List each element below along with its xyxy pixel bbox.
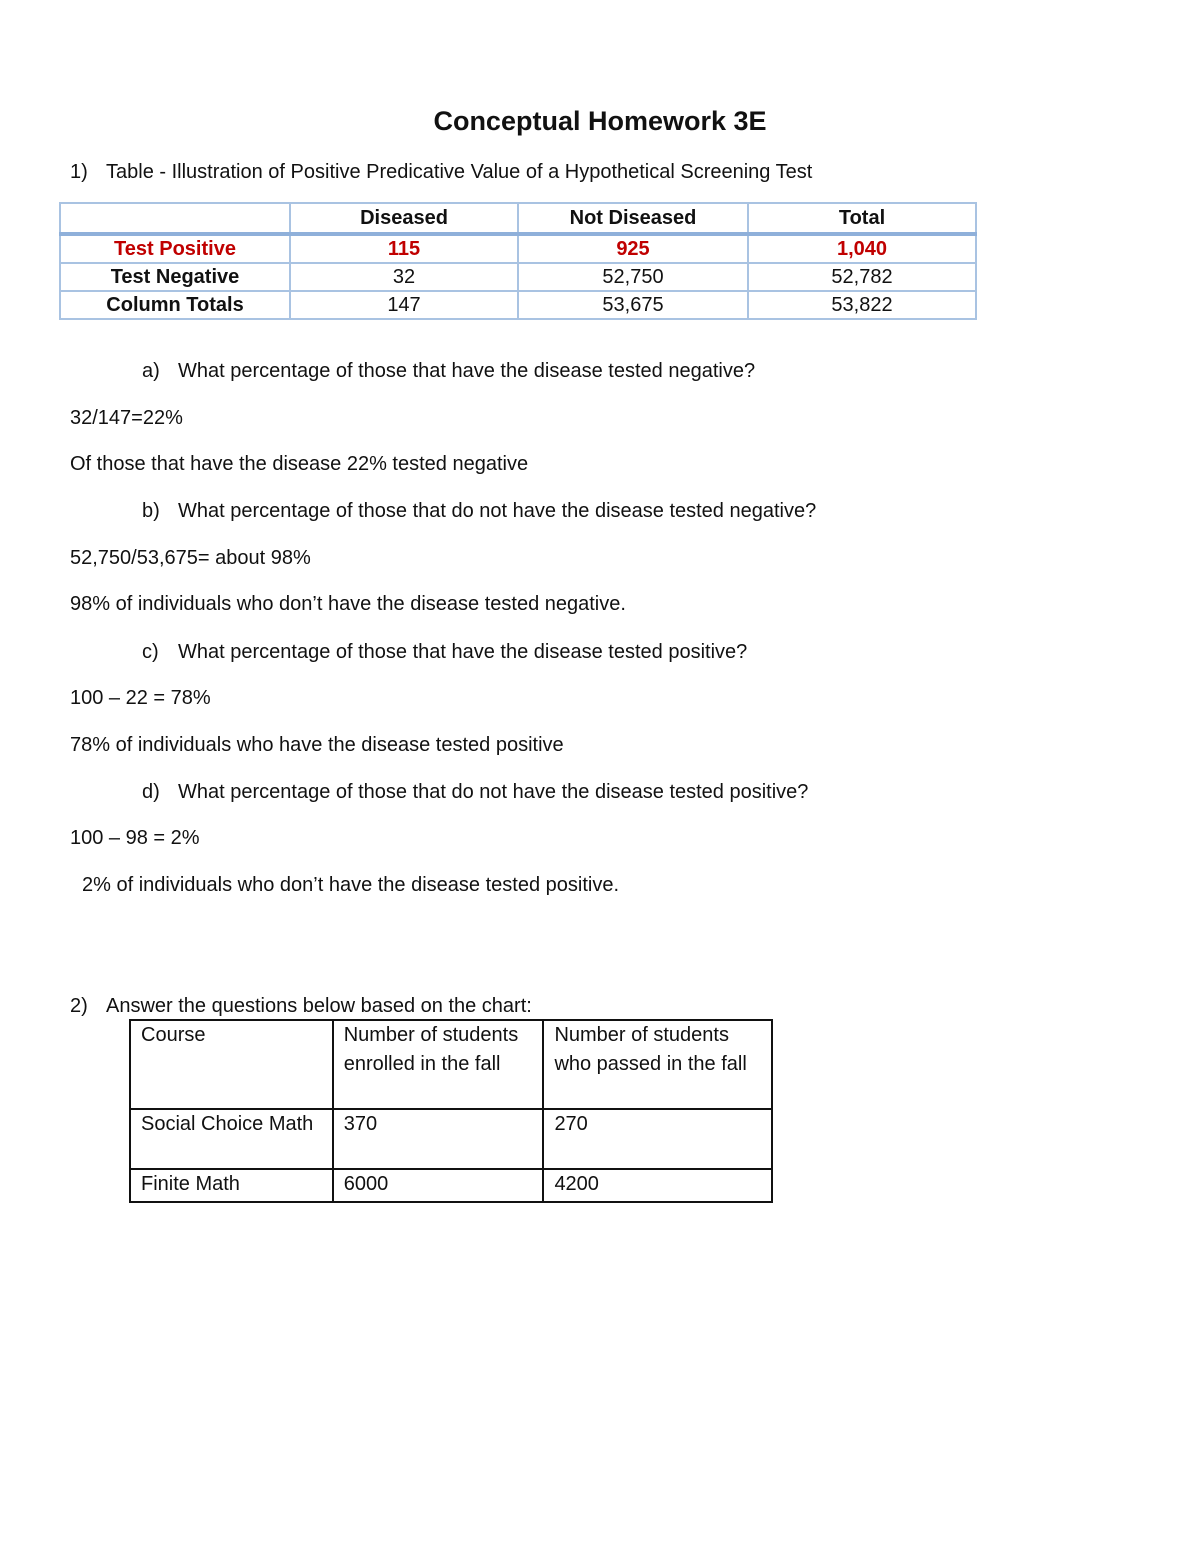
table-header-cell: Number of students enrolled in the fall bbox=[333, 1020, 544, 1109]
question-1-heading bbox=[70, 159, 812, 185]
row-label: Column Totals bbox=[60, 291, 290, 319]
table-cell: 6000 bbox=[333, 1169, 544, 1202]
question-1-number: 1) bbox=[70, 161, 88, 183]
part-c-letter: c) bbox=[142, 641, 159, 663]
table-cell: 270 bbox=[543, 1109, 772, 1169]
table-row bbox=[130, 1169, 772, 1202]
row-label: Test Negative bbox=[60, 263, 290, 291]
table-cell: 52,782 bbox=[748, 263, 976, 291]
table-cell: 147 bbox=[290, 291, 518, 319]
table-row bbox=[60, 291, 976, 319]
question-2-number: 2) bbox=[70, 995, 88, 1017]
question-2-heading bbox=[70, 993, 532, 1019]
question-1-caption: Table - Illustration of Positive Predicative Value of a Hypothetical Screening Test bbox=[106, 161, 813, 183]
table-header-cell bbox=[60, 203, 290, 234]
part-b-question bbox=[142, 498, 816, 524]
part-b-answer: 98% of individuals who don’t have the disease tested negative. bbox=[70, 593, 626, 615]
row-label: Test Positive bbox=[60, 234, 290, 263]
screening-test-table bbox=[59, 202, 977, 320]
course-name-cell: Finite Math bbox=[130, 1169, 333, 1202]
part-b-letter: b) bbox=[142, 500, 160, 522]
part-a-question bbox=[142, 358, 755, 384]
table-row bbox=[60, 263, 976, 291]
table-header-cell: Number of students who passed in the fall bbox=[543, 1020, 772, 1109]
part-a-work: 32/147=22% bbox=[70, 407, 183, 429]
table-cell: 32 bbox=[290, 263, 518, 291]
part-a-letter: a) bbox=[142, 360, 160, 382]
page-title: Conceptual Homework 3E bbox=[433, 106, 767, 136]
table-header-row bbox=[60, 203, 976, 234]
part-d-work: 100 – 98 = 2% bbox=[70, 827, 200, 849]
table-cell: 925 bbox=[518, 234, 748, 263]
course-pass-table bbox=[129, 1019, 773, 1203]
part-c-work: 100 – 22 = 78% bbox=[70, 687, 211, 709]
part-c-question bbox=[142, 639, 747, 665]
table-cell: 4200 bbox=[543, 1169, 772, 1202]
part-c-question-text: What percentage of those that have the disease tested positive? bbox=[178, 641, 748, 663]
table-cell: 53,675 bbox=[518, 291, 748, 319]
table-cell: 1,040 bbox=[748, 234, 976, 263]
part-c-answer: 78% of individuals who have the disease tested positive bbox=[70, 734, 564, 756]
part-d-letter: d) bbox=[142, 781, 160, 803]
table-header-row bbox=[130, 1020, 772, 1109]
table-header-cell: Total bbox=[748, 203, 976, 234]
part-b-work: 52,750/53,675= about 98% bbox=[70, 547, 311, 569]
table-row bbox=[60, 234, 976, 263]
part-d-answer: 2% of individuals who don’t have the disease tested positive. bbox=[82, 874, 620, 896]
table-header-cell: Diseased bbox=[290, 203, 518, 234]
part-d-question-text: What percentage of those that do not have the disease tested positive? bbox=[178, 781, 809, 803]
part-b-question-text: What percentage of those that do not have the disease tested negative? bbox=[178, 500, 817, 522]
question-2-prompt: Answer the questions below based on the chart: bbox=[106, 995, 532, 1017]
table-row bbox=[130, 1109, 772, 1169]
part-d-question bbox=[142, 779, 808, 805]
part-a-question-text: What percentage of those that have the disease tested negative? bbox=[178, 360, 756, 382]
table-header-cell: Course bbox=[130, 1020, 333, 1109]
course-name-cell: Social Choice Math bbox=[130, 1109, 333, 1169]
table-cell: 52,750 bbox=[518, 263, 748, 291]
part-a-answer: Of those that have the disease 22% tested negative bbox=[70, 453, 529, 475]
table-header-cell: Not Diseased bbox=[518, 203, 748, 234]
table-cell: 53,822 bbox=[748, 291, 976, 319]
table-cell: 115 bbox=[290, 234, 518, 263]
table-cell: 370 bbox=[333, 1109, 544, 1169]
